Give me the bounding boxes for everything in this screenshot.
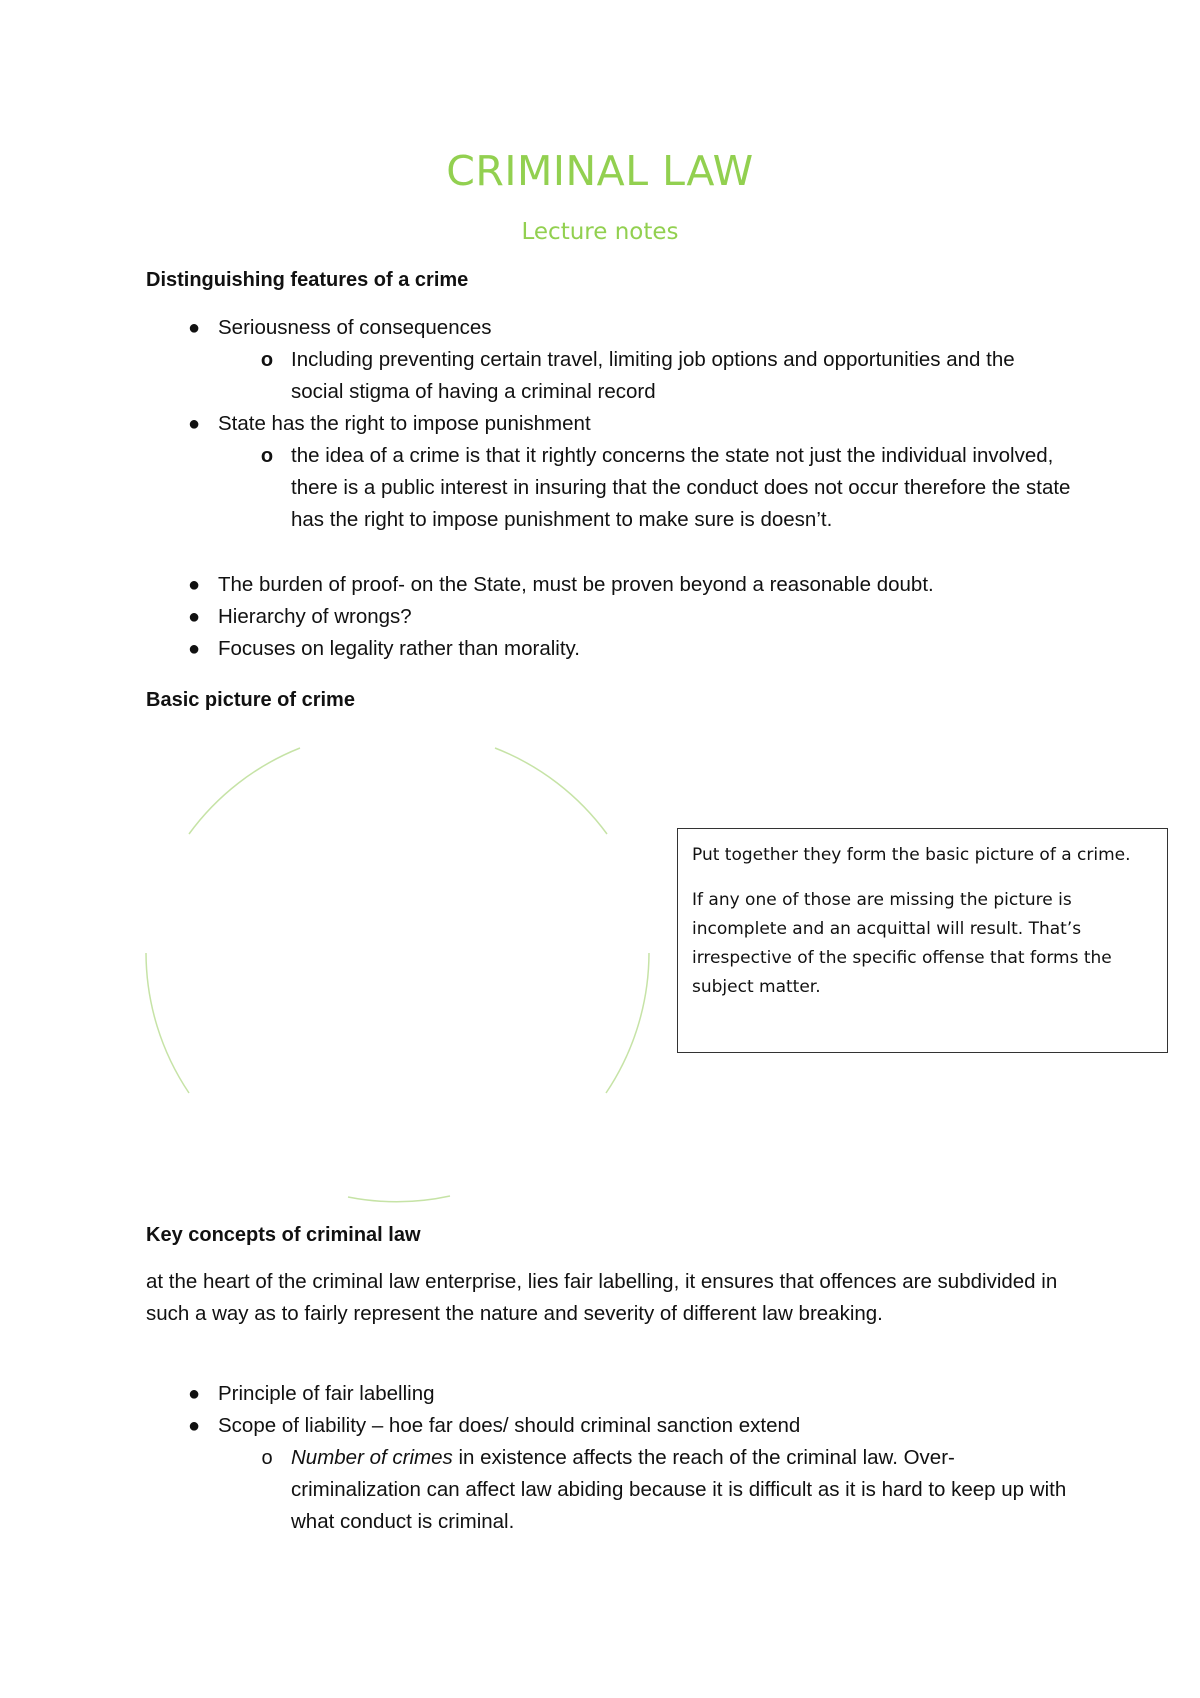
section-heading-basic-picture: Basic picture of crime [146, 689, 355, 711]
list-item-text: Hierarchy of wrongs? [218, 605, 412, 628]
list-item-text: State has the right to impose punishment [218, 412, 591, 435]
circle-bullet-icon: o [260, 445, 274, 467]
explanation-text-box [677, 828, 1168, 1053]
sub-list-item-text: Including preventing certain travel, limiting job options and opportunities and the social stigma of having a criminal record [291, 348, 1015, 403]
diagram-arc-bottom [348, 1196, 450, 1202]
diagram-arc-right [606, 953, 649, 1093]
diagram-arc-top-right [495, 748, 607, 834]
bullet-icon: ● [187, 317, 201, 339]
diagram-arc-top-left [189, 748, 300, 834]
diagram-arc-left [146, 953, 189, 1093]
sub-list-item [261, 1442, 1071, 1538]
bullet-icon: ● [187, 1415, 201, 1437]
list-item [187, 1410, 1018, 1442]
section-heading-key-concepts: Key concepts of criminal law [146, 1224, 421, 1246]
sub-list-item-text: in existence affects the reach of the criminal law. Over-criminalization can affect law abiding because it is difficult as it is hard to keep up with what conduct is criminal. [291, 1446, 1067, 1533]
list-item-text: Principle of fair labelling [218, 1382, 435, 1405]
circle-bullet-icon: o [261, 1447, 273, 1469]
circle-bullet-icon: o [260, 349, 274, 371]
list-item-text: Scope of liability – hoe far does/ should criminal sanction extend [218, 1414, 801, 1437]
sub-list-item-italic-text: Number of crimes [291, 1446, 453, 1469]
document-title: CRIMINAL LAW [446, 147, 754, 195]
text-box-line-1: Put together they form the basic picture of a crime. [692, 845, 1131, 865]
list-item [187, 1378, 1018, 1410]
bullet-icon: ● [187, 574, 201, 596]
bullet-icon: ● [187, 1383, 201, 1405]
paragraph-fair-labelling: at the heart of the criminal law enterprise, lies fair labelling, it ensures that offences are subdivided in such a way as to fairly represent the nature and severity of different law breaking. [146, 1270, 1058, 1325]
bullet-icon: ● [187, 606, 201, 628]
list-item-text: Focuses on legality rather than morality. [218, 637, 580, 660]
sub-list-item-text: the idea of a crime is that it rightly concerns the state not just the individual involved, there is a public interest in insuring that the conduct does not occur therefore the state has the right to impose punishment to make sure is doesn’t. [291, 444, 1071, 531]
section-heading-distinguishing-features: Distinguishing features of a crime [146, 269, 469, 291]
list-item-text: The burden of proof- on the State, must be proven beyond a reasonable doubt. [218, 573, 934, 596]
bullet-icon: ● [187, 413, 201, 435]
document-subtitle: Lecture notes [521, 219, 679, 245]
list-item-text: Seriousness of consequences [218, 316, 492, 339]
bullet-icon: ● [187, 638, 201, 660]
text-box-line-2: If any one of those are missing the picture is incomplete and an acquittal will result. That’s irrespective of the specific offense that forms the subject matter. [692, 890, 1112, 997]
